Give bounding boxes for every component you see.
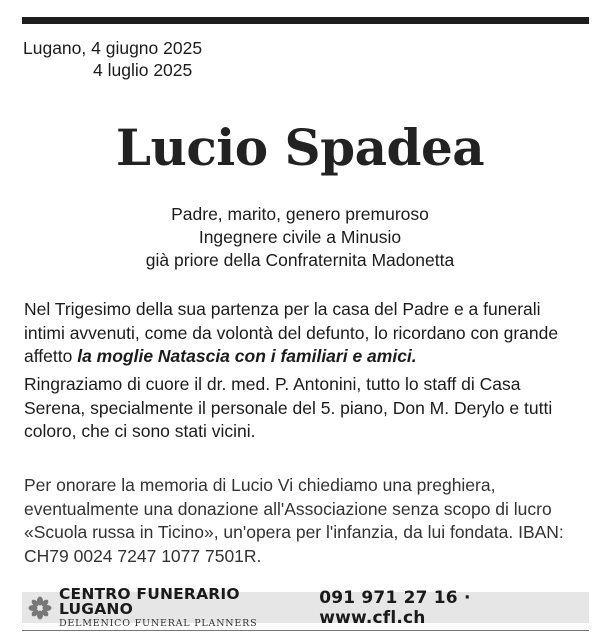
date-second: 4 luglio 2025	[93, 60, 193, 80]
announcement-family: la moglie Natascia con i familiari e amici.	[77, 346, 417, 366]
company-block	[58, 584, 319, 629]
date-block	[23, 37, 202, 81]
flower-icon	[27, 595, 53, 621]
announcement-text: Nel Trigesimo della sua partenza per la casa del Padre e a funerali intimi avvenuti, come da volontà del defunto, lo ricordano con grande affetto	[24, 299, 559, 366]
bottom-rule	[22, 630, 589, 631]
roles-block	[0, 203, 600, 272]
company-subtitle: DELMENICO FUNERAL PLANNERS	[58, 617, 258, 629]
role-line: Padre, marito, genero premuroso	[171, 204, 429, 224]
role-line: già priore della Confraternita Madonetta	[145, 250, 455, 270]
date-place: Lugano, 4 giugno 2025	[23, 38, 203, 58]
role-line: Ingegnere civile a Minusio	[198, 227, 402, 247]
funeral-home-banner	[22, 584, 589, 629]
company-name: CENTRO FUNERARIO LUGANO	[58, 584, 240, 619]
contact-info: 091 971 27 16 · www.cfl.ch	[319, 587, 471, 628]
thanks-paragraph: Ringraziamo di cuore il dr. med. P. Antonini, tutto lo staff di Casa Serena, specialmente il personale del 5. piano, Don M. Derylo e tutti coloro, che ci sono stati vicini.	[24, 374, 553, 441]
donation-paragraph: Per onorare la memoria di Lucio Vi chiediamo una preghiera, eventualmente una donazione all'Associazione senza scopo di lucro «Scuola russa in Ticino», un'opera per l'infanzia, da lui fondata. IBAN: CH79 0024 7247 1077 7501R.	[24, 475, 564, 566]
top-rule	[22, 17, 589, 24]
deceased-name: Lucio Spadea	[115, 118, 485, 177]
announcement-paragraph	[24, 298, 584, 369]
